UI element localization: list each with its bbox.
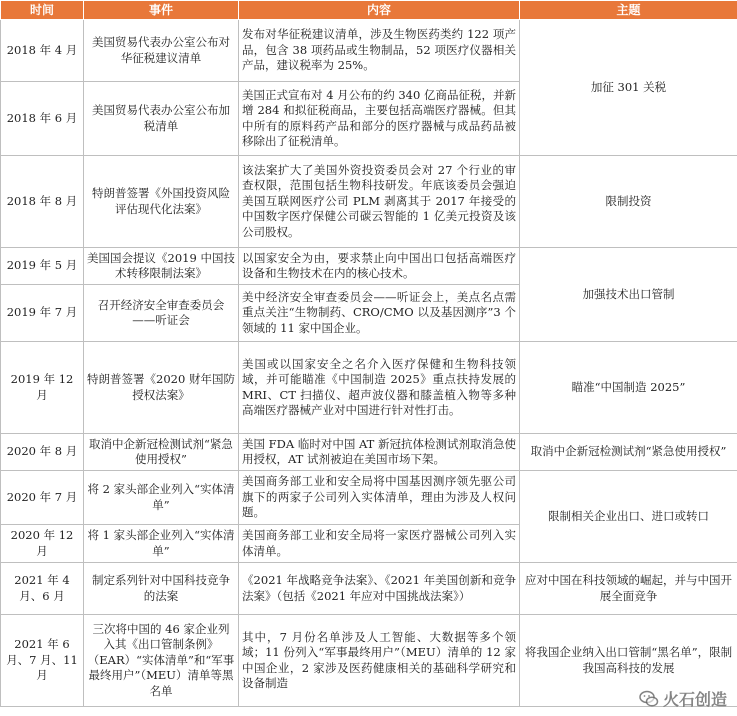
- header-content: 内容: [239, 1, 520, 20]
- cell-theme: 取消中企新冠检测试剂“紧急使用授权”: [520, 434, 737, 471]
- table-row: [1, 342, 737, 434]
- table-header: [1, 1, 737, 20]
- table-row: [1, 156, 737, 248]
- table-row: [1, 248, 737, 285]
- cell-content: 以国家安全为由，要求禁止向中国出口包括高端医疗设备和生物技术在内的核心技术。: [239, 248, 520, 285]
- header-theme: 主题: [520, 1, 737, 20]
- cell-event: 召开经济安全审查委员会——听证会: [84, 285, 239, 342]
- cell-time: 2019 年 5 月: [1, 248, 84, 285]
- cell-content: 美国或以国家安全之名介入医疗保健和生物科技领域，并可能瞄准《中国制造 2025》重点扶持发展的 MRI、CT 扫描仪、超声波仪器和膝盖植入物等多种高端医疗器械产业对中国进行针对性打击。: [239, 342, 520, 434]
- cell-event: 三次将中国的 46 家企业列入其《出口管制条例》（EAR）“实体清单”和“军事最终用户”（MEU）清单等黑名单: [84, 615, 239, 707]
- table-row: [1, 434, 737, 471]
- cell-event: 将 1 家头部企业列入“实体清单”: [84, 525, 239, 563]
- cell-theme: 应对中国在科技领域的崛起，并与中国开展全面竞争: [520, 563, 737, 615]
- cell-time: 2018 年 6 月: [1, 82, 84, 156]
- cell-content: 美国商务部工业和安全局将中国基因测序领先驱公司旗下的两家子公司列入实体清单，理由为涉及人权问题。: [239, 471, 520, 525]
- cell-event: 特朗普签署《2020 财年国防授权法案》: [84, 342, 239, 434]
- table-row: [1, 471, 737, 525]
- header-row: [1, 1, 737, 20]
- cell-event: 美国贸易代表办公室公布对华征税建议清单: [84, 20, 239, 82]
- cell-time: 2021 年 4 月、6 月: [1, 563, 84, 615]
- cell-theme: 瞄准“中国制造 2025”: [520, 342, 737, 434]
- table-row: [1, 563, 737, 615]
- cell-content: 其中，7 月份名单涉及人工智能、大数据等多个领域；11 份列入“军事最终用户”（MEU）清单的 12 家中国企业，2 家涉及医药健康相关的基础科学研究和设备制造: [239, 615, 520, 707]
- cell-content: 美国 FDA 临时对中国 AT 新冠抗体检测试剂取消急使用授权，AT 试剂被迫在美国市场下架。: [239, 434, 520, 471]
- cell-time: 2019 年 7 月: [1, 285, 84, 342]
- cell-theme: 将我国企业纳入出口管制“黑名单”，限制我国高科技的发展: [520, 615, 737, 707]
- table-row: [1, 615, 737, 707]
- cell-time: 2021 年 6 月、7 月、11 月: [1, 615, 84, 707]
- cell-time: 2019 年 12 月: [1, 342, 84, 434]
- cell-event: 制定系列针对中国科技竞争的法案: [84, 563, 239, 615]
- cell-time: 2018 年 4 月: [1, 20, 84, 82]
- cell-event: 美国国会提议《2019 中国技术转移限制法案》: [84, 248, 239, 285]
- watermark: [639, 687, 727, 710]
- cell-time: 2018 年 8 月: [1, 156, 84, 248]
- cell-theme: 加征 301 关税: [520, 20, 737, 156]
- table-body: [1, 20, 737, 707]
- cell-theme: 限制投资: [520, 156, 737, 248]
- cell-theme: 限制相关企业出口、进口或转口: [520, 471, 737, 563]
- cell-content: 该法案扩大了美国外资投资委员会对 27 个行业的审查权限，范围包括生物科技研发。年底该委员会强迫美国互联网医疗公司 PLM 剥离其于 2017 年接受的中国数字医疗保健公司碳云智能的 1 亿美元投资及该公司股权。: [239, 156, 520, 248]
- cell-event: 美国贸易代表办公室公布加税清单: [84, 82, 239, 156]
- cell-time: 2020 年 8 月: [1, 434, 84, 471]
- cell-time: 2020 年 12 月: [1, 525, 84, 563]
- cell-content: 美国商务部工业和安全局将一家医疗器械公司列入实体清单。: [239, 525, 520, 563]
- cell-event: 将 2 家头部企业列入“实体清单”: [84, 471, 239, 525]
- cell-content: 发布对华征税建议清单，涉及生物医药类约 122 项产品，包含 38 项药品或生物制品，52 项医疗仪器相关产品，建议税率为 25%。: [239, 20, 520, 82]
- cell-content: 美国正式宣布对 4 月公布的约 340 亿商品征税，并新增 284 和拟征税商品，主要包括高端医疗器械。但其中所有的原料药产品和部分的医疗器械与成品药品被移除出了征税清单。: [239, 82, 520, 156]
- cell-time: 2020 年 7 月: [1, 471, 84, 525]
- watermark-text: 火石创造: [662, 690, 727, 709]
- cell-event: 取消中企新冠检测试剂“紧急使用授权”: [84, 434, 239, 471]
- header-event: 事件: [84, 1, 239, 20]
- wechat-logo-icon: [639, 690, 659, 708]
- header-time: 时间: [1, 1, 84, 20]
- cell-content: 《2021 年战略竞争法案》、《2021 年美国创新和竞争法案》（包括《2021 年应对中国挑战法案》）: [239, 563, 520, 615]
- cell-event: 特朗普签署《外国投资风险评估现代化法案》: [84, 156, 239, 248]
- table-row: [1, 20, 737, 82]
- cell-content: 美中经济安全审查委员会——听证会上，美点名点需重点关注“生物制药、CRO/CMO 以及基因测序”3 个领域的 11 家中国企业。: [239, 285, 520, 342]
- cell-theme: 加强技术出口管制: [520, 248, 737, 342]
